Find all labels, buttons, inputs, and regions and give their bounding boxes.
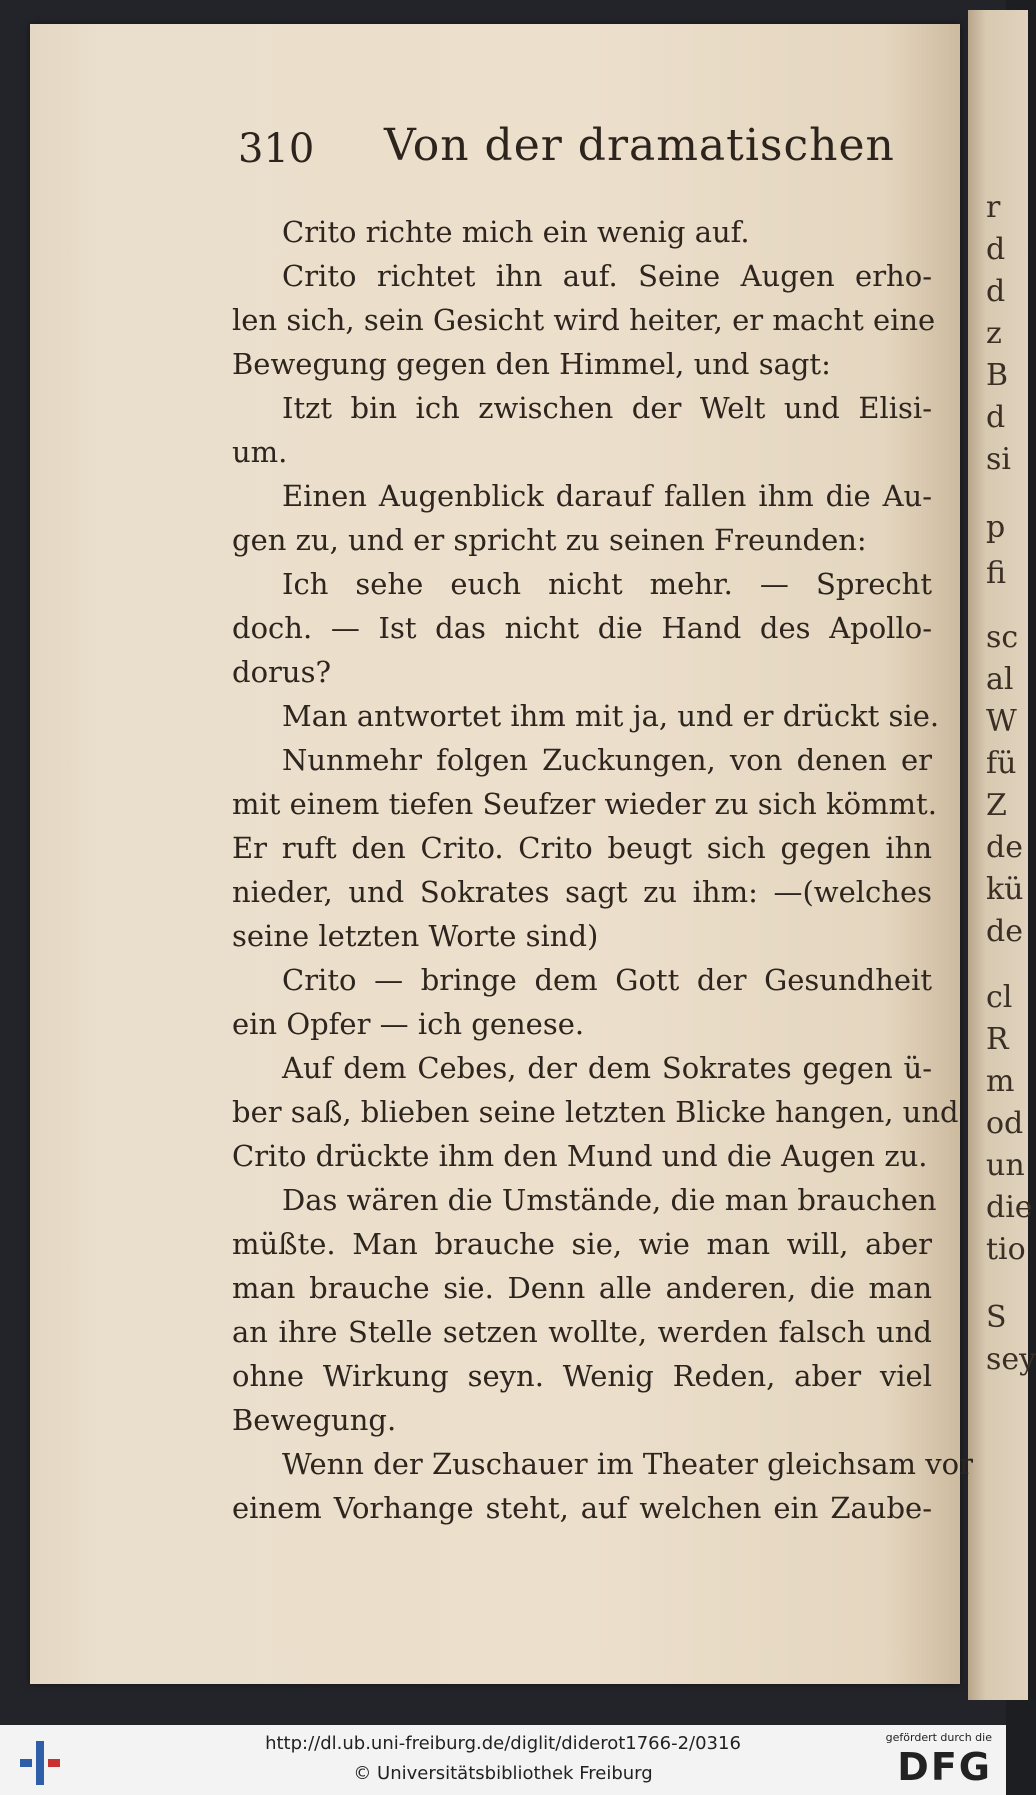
dfg-logo: DFG <box>897 1745 992 1789</box>
facing-page-fragment: od <box>986 1106 1024 1141</box>
text-line: nieder, und Sokrates sagt zu ihm: —(welches <box>232 875 932 909</box>
text-line: Wenn der Zuschauer im Theater gleichsam vor <box>282 1447 973 1481</box>
text-line: Nunmehr folgen Zuckungen, von denen er <box>282 743 932 777</box>
running-title: Von der dramatischen <box>384 120 895 171</box>
text-line: len sich, sein Gesicht wird heiter, er macht eine <box>232 303 936 337</box>
text-line: Einen Augenblick darauf fallen ihm die Au- <box>282 479 932 513</box>
text-line: an ihre Stelle setzen wollte, werden falsch und <box>232 1315 932 1349</box>
page-text <box>232 210 973 1530</box>
page-header <box>206 120 926 180</box>
facing-page-fragment: si <box>986 442 1011 477</box>
facing-page-fragment: de <box>986 914 1023 949</box>
facing-page-fragment: r <box>986 190 1001 225</box>
facing-page-fragment: R <box>986 1022 1009 1057</box>
text-line: müßte. Man brauche sie, wie man will, aber <box>232 1227 932 1261</box>
facing-page-fragment: B <box>986 358 1009 393</box>
permalink-url[interactable]: http://dl.ub.uni-freiburg.de/diglit/diderot1766-2/0316 <box>265 1733 741 1754</box>
facing-page-fragment: fü <box>986 746 1017 781</box>
facing-page-fragment: m <box>986 1064 1015 1099</box>
text-line: Ich sehe euch nicht mehr. — Sprecht <box>282 567 932 601</box>
copyright-notice: © Universitätsbibliothek Freiburg <box>353 1763 653 1784</box>
facing-page-fragment: tio <box>986 1232 1026 1267</box>
text-line: Bewegung gegen den Himmel, und sagt: <box>232 347 831 381</box>
text-line: Das wären die Umstände, die man brauchen <box>282 1183 937 1217</box>
text-line: doch. — Ist das nicht die Hand des Apollo- <box>232 611 932 645</box>
text-line: dorus? <box>232 655 331 689</box>
facing-page-fragment: d <box>986 274 1006 309</box>
text-line: um. <box>232 435 288 469</box>
text-line: gen zu, und er spricht zu seinen Freunden: <box>232 523 867 557</box>
facing-page-fragment: fi <box>986 556 1007 591</box>
facing-page-fragment: kü <box>986 872 1024 907</box>
text-line: Bewegung. <box>232 1403 397 1437</box>
facing-page-fragment: Z <box>986 788 1007 823</box>
facing-page-fragment: d <box>986 400 1006 435</box>
viewer-footer <box>0 1725 1006 1795</box>
text-line: Crito richtet ihn auf. Seine Augen erho- <box>282 259 932 293</box>
text-line: Er ruft den Crito. Crito beugt sich gegen ihn <box>232 831 932 865</box>
page-number: 310 <box>238 126 315 172</box>
text-line: Auf dem Cebes, der dem Sokrates gegen ü- <box>282 1051 932 1085</box>
facing-page-fragment: die <box>986 1190 1033 1225</box>
facing-page-fragment: d <box>986 232 1006 267</box>
text-line: einem Vorhange steht, auf welchen ein Zaube- <box>232 1491 932 1525</box>
facing-page-fragment: sey <box>986 1342 1036 1377</box>
text-line: ohne Wirkung seyn. Wenig Reden, aber viel <box>232 1359 932 1393</box>
funding-note: gefördert durch die <box>885 1731 992 1744</box>
text-line: ber saß, blieben seine letzten Blicke hangen, und <box>232 1095 959 1129</box>
facing-page-edge <box>968 10 1036 1700</box>
facing-page-fragment: al <box>986 662 1014 697</box>
facing-page-fragment: cl <box>986 980 1013 1015</box>
text-line: Itzt bin ich zwischen der Welt und Elisi- <box>282 391 932 425</box>
text-line: Crito richte mich ein wenig auf. <box>282 215 750 249</box>
text-line: seine letzten Worte sind) <box>232 919 599 953</box>
facing-page-fragment: un <box>986 1148 1025 1183</box>
facing-page-fragment: sc <box>986 620 1019 655</box>
facing-page-fragment: p <box>986 510 1006 545</box>
text-line: Man antwortet ihm mit ja, und er drückt sie. <box>282 699 940 733</box>
text-line: man brauche sie. Denn alle anderen, die man <box>232 1271 932 1305</box>
facing-page-fragment: W <box>986 704 1017 739</box>
facing-page-fragment: de <box>986 830 1023 865</box>
text-line: ein Opfer — ich genese. <box>232 1007 585 1041</box>
facing-page-fragment: z <box>986 316 1002 351</box>
text-line: Crito — bringe dem Gott der Gesundheit <box>282 963 932 997</box>
text-line: Crito drückte ihm den Mund und die Augen zu. <box>232 1139 928 1173</box>
facing-page-fragment: S <box>986 1300 1007 1335</box>
text-line: mit einem tiefen Seufzer wieder zu sich kömmt. <box>232 787 937 821</box>
